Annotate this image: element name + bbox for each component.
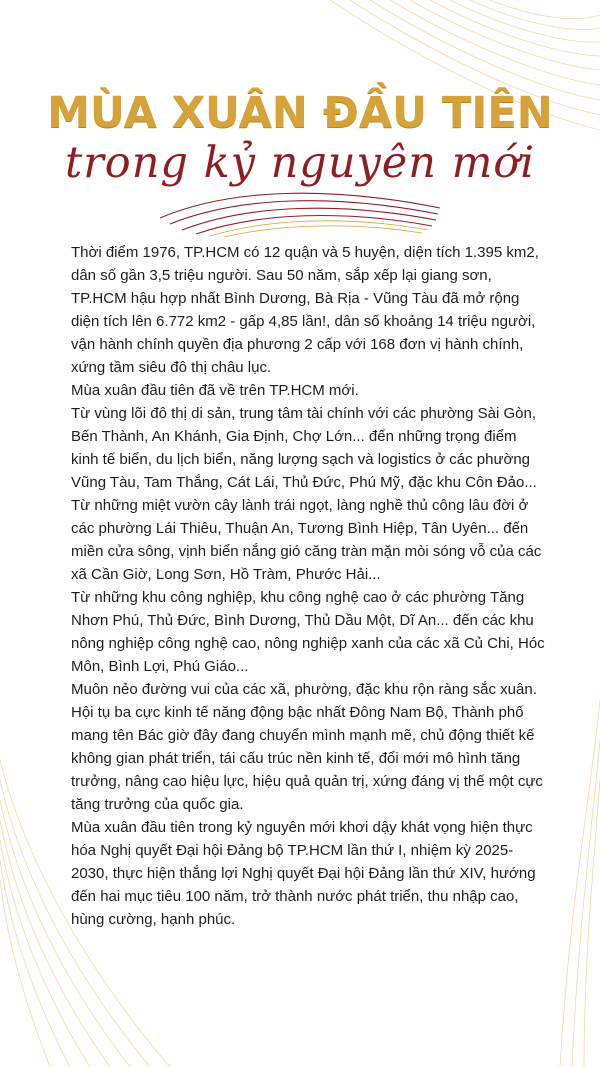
paragraph-4: Từ những miệt vườn cây lành trái ngọt, làng nghề thủ công lâu đời ở các phường Lái Thiêu, Thuận An, Tương Bình Hiệp, Tân Uyên... đến miền cửa sông, vịnh biển nắng gió căng tràn mặn mòi sóng vỗ của các xã Cần Giờ, Long Sơn, Hồ Tràm, Phước Hải... bbox=[71, 497, 542, 583]
paragraph-3: Từ vùng lõi đô thị di sản, trung tâm tài chính với các phường Sài Gòn, Bến Thành, An Khánh, Gia Định, Chợ Lớn... đến những trọng điểm kinh tế biển, du lịch biển, năng lượng sạch và logistics ở các phường Vũng Tàu, Tam Thắng, Cát Lái, Thủ Đức, Phú Mỹ, đặc khu Côn Đảo... bbox=[71, 405, 537, 491]
paragraph-7: Mùa xuân đầu tiên trong kỷ nguyên mới khơi dậy khát vọng hiện thực hóa Nghị quyết Đại hội Đảng bộ TP.HCM lần thứ I, nhiệm kỳ 2025-2030, thực hiện thắng lợi Nghị quyết Đại hội Đảng lần thứ XIV, hướng đến hai mục tiêu 100 năm, trở thành nước phát triển, thu nhập cao, hùng cường, hạnh phúc. bbox=[71, 819, 536, 928]
title-script: trong kỷ nguyên mới bbox=[64, 138, 536, 188]
paragraph-1: Thời điểm 1976, TP.HCM có 12 quận và 5 huyện, diện tích 1.395 km2, dân số gần 3,5 triệu người. Sau 50 năm, sắp xếp lại giang sơn, TP.HCM hậu hợp nhất Bình Dương, Bà Rịa - Vũng Tàu đã mở rộng diện tích lên 6.772 km2 - gấp 4,85 lần!, dân số khoảng 14 triệu người, vận hành chính quyền địa phương 2 cấp với 168 đơn vị hành chính, xứng tầm siêu đô thị châu lục. bbox=[71, 244, 539, 376]
paragraph-6: Muôn nẻo đường vui của các xã, phường, đặc khu rộn ràng sắc xuân. Hội tụ ba cực kinh tế năng động bậc nhất Đông Nam Bộ, Thành phố mang tên Bác giờ đây đang chuyển mình mạnh mẽ, chủ động thiết kế không gian phát triển, tái cấu trúc nền kinh tế, đổi mới mô hình tăng trưởng, nâng cao hiệu lực, hiệu quả quản trị, xứng đáng vị thế một cực tăng trưởng của quốc gia. bbox=[71, 681, 543, 813]
title-main: MÙA XUÂN ĐẦU TIÊN bbox=[47, 88, 553, 138]
paragraph-5: Từ những khu công nghiệp, khu công nghệ cao ở các phường Tăng Nhơn Phú, Thủ Đức, Bình Dương, Thủ Dầu Một, Dĩ An... đến các khu nông nghiệp công nghệ cao, nông nghiệp xanh của các xã Củ Chi, Hóc Môn, Bình Lợi, Phú Giáo... bbox=[71, 589, 545, 675]
article-body bbox=[71, 241, 547, 931]
paragraph-2: Mùa xuân đầu tiên đã về trên TP.HCM mới. bbox=[71, 382, 359, 399]
title-flourish bbox=[120, 178, 480, 238]
